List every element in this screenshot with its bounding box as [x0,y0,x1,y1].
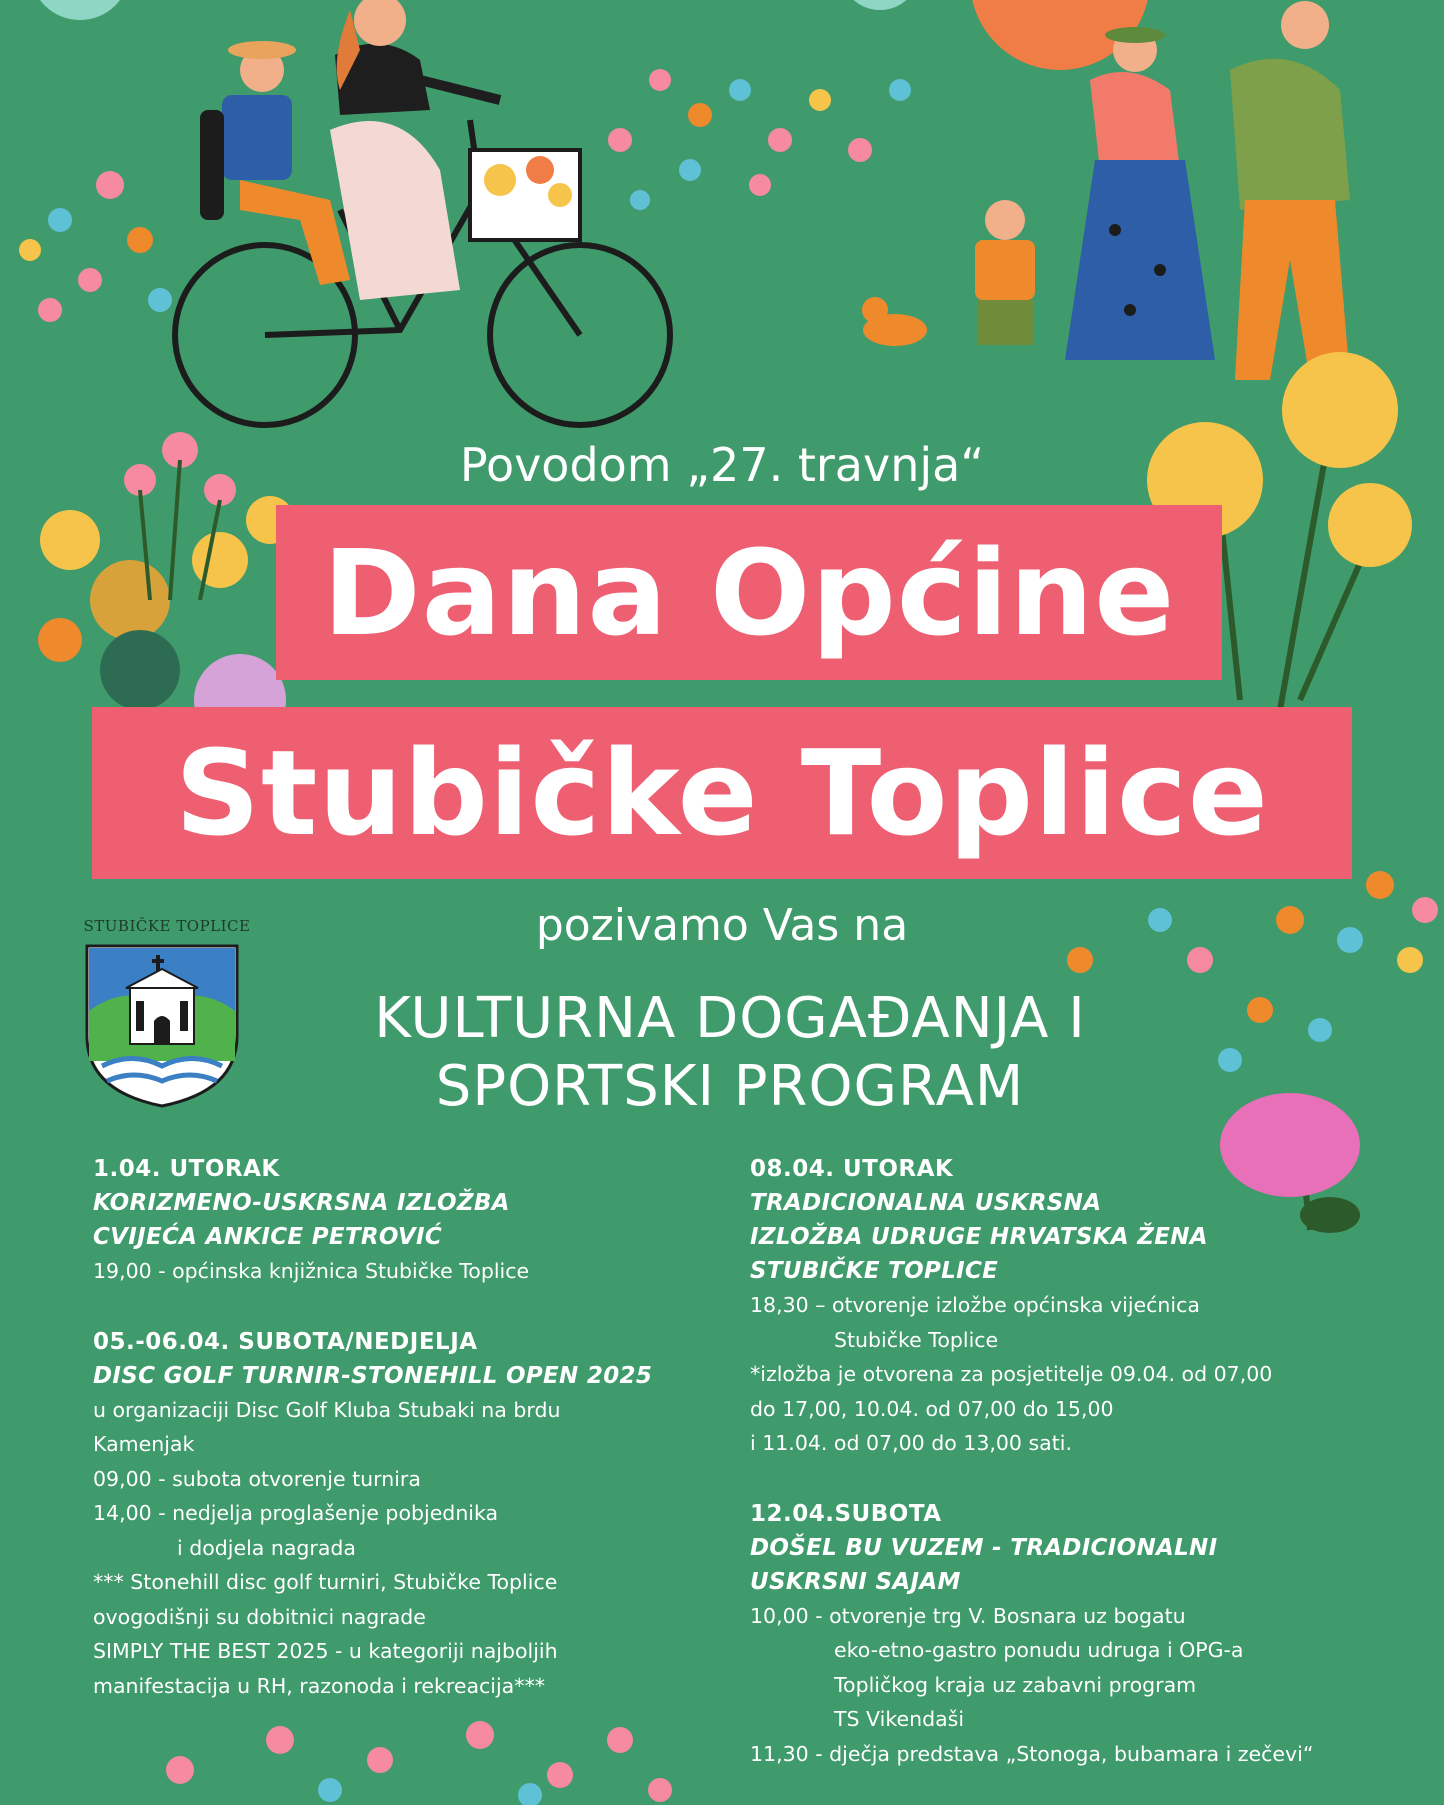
event-detail-line: i 11.04. od 07,00 do 13,00 sati. [750,1431,1072,1455]
event-detail-line: TS Vikendaši [834,1707,965,1731]
event-detail-line: manifestacija u RH, razonoda i rekreacija*** [93,1673,545,1698]
event-detail-line: Kamenjak [93,1432,195,1456]
events-right-column [750,1152,1390,1805]
title-band-1 [276,505,1222,680]
event-detail-line: *izložba je otvorena za posjetitelje 09.04. od 07,00 [750,1362,1273,1386]
event-title: TRADICIONALNA USKRSNA IZLOŽBA UDRUGE HRVATSKA ŽENA STUBIČKE TOPLICE [750,1190,1208,1284]
event-detail-line: ovogodišnji su dobitnici nagrade [93,1604,426,1629]
event-entry [93,1152,733,1289]
event-detail-line: do 17,00, 10.04. od 07,00 do 15,00 [750,1396,1114,1421]
event-detail-line: *** Stonehill disc golf turniri, Stubičke Toplice [93,1570,558,1594]
event-detail-line: 10,00 - otvorenje trg V. Bosnara uz bogatu [750,1603,1186,1628]
title-line-1: Dana Općine [322,523,1176,662]
event-detail-line: 19,00 - općinska knjižnica Stubičke Toplice [93,1259,530,1283]
event-date: 08.04. UTORAK [750,1156,954,1182]
poster-subtitle: Povodom „27. travnja“ [459,438,985,492]
event-title: DISC GOLF TURNIR-STONEHILL OPEN 2025 [93,1362,653,1389]
coat-of-arms-icon [82,941,242,1111]
title-band-2 [92,707,1352,879]
municipality-logo [82,917,252,1115]
event-detail-line: i dodjela nagrada [177,1535,356,1560]
event-detail-line: 18,30 – otvorenje izložbe općinska vijećnica [750,1293,1200,1317]
event-detail-line: u organizaciji Disc Golf Kluba Stubaki na brdu [93,1397,561,1422]
event-date: 05.-06.04. SUBOTA/NEDJELJA [93,1328,478,1355]
event-title: KORIZMENO-USKRSNA IZLOŽBA CVIJEĆA ANKICE PETROVIĆ [93,1190,510,1250]
event-detail-line: 09,00 - subota otvorenje turnira [93,1466,421,1491]
event-detail-line: Stubičke Toplice [834,1327,999,1352]
title-line-2: Stubičke Toplice [175,724,1269,862]
invite-text: pozivamo Vas na [535,900,909,951]
top-left-shape [30,0,130,20]
scattered-flowers-top [19,69,911,322]
event-entry [750,1152,1390,1461]
heading-line-1: KULTURNA DOGAĐANJA I [374,986,1086,1051]
event-entry [93,1325,733,1704]
event-date: 1.04. UTORAK [93,1156,280,1182]
event-date: 12.04.SUBOTA [750,1500,942,1527]
event-title: DOŠEL BU VUZEM - TRADICIONALNI USKRSNI SAJAM [750,1534,1218,1595]
top-teal-shape [840,0,920,10]
event-detail-line: eko-etno-gastro ponudu udruga i OPG-a [834,1638,1244,1662]
event-detail-line: 14,00 - nedjelja proglašenje pobjednika [93,1501,499,1525]
event-detail-line: 11,30 - dječja predstava „Stonoga, bubamara i zečevi“ [750,1741,1314,1766]
logo-label: STUBIČKE TOPLICE [83,917,251,935]
walking-family-figures [862,1,1350,380]
events-left-column [93,1152,733,1739]
event-detail-line: Topličkog kraja uz zabavni program [834,1672,1197,1697]
event-entry [750,1497,1390,1772]
program-heading [230,985,1230,1121]
heading-line-2: SPORTSKI PROGRAM [435,1054,1025,1119]
event-detail-line: SIMPLY THE BEST 2025 - u kategoriji najboljih [93,1639,558,1663]
